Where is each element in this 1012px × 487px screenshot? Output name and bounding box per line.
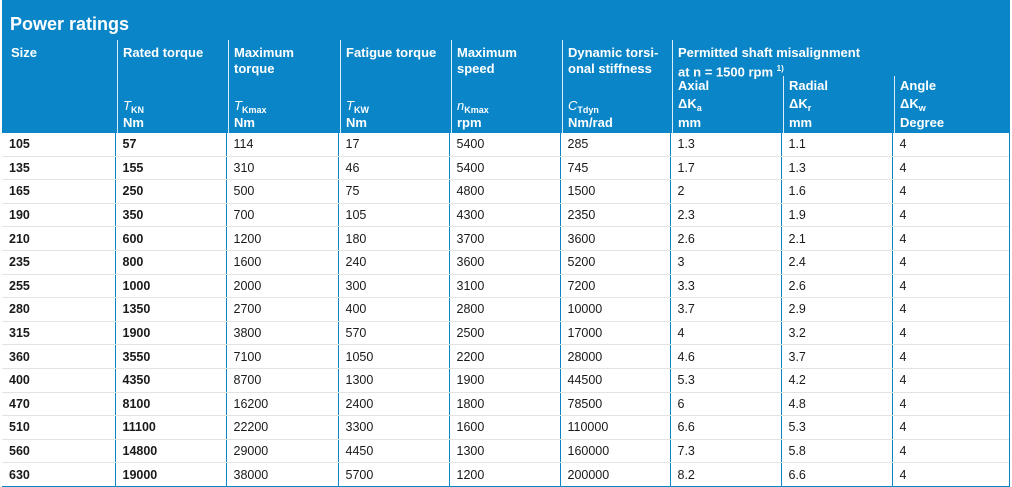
cell-max-speed: 3100	[449, 274, 560, 298]
cell-axial: 2.3	[670, 203, 781, 227]
symbol-maxtorque: $T_{Kmax}$	[234, 98, 267, 115]
header-max-torque: Maximum torque	[234, 45, 294, 76]
cell-rated-torque: 19000	[115, 463, 226, 486]
cell-size: 165	[2, 180, 115, 204]
cell-rated-torque: 800	[115, 250, 226, 274]
cell-size: 105	[2, 133, 115, 156]
table-row	[2, 227, 1009, 251]
cell-dynamic-stiffness: 10000	[560, 298, 670, 322]
cell-angle: 4	[892, 463, 1009, 486]
unit-rated: Nm	[123, 115, 144, 130]
cell-axial: 6.6	[670, 416, 781, 440]
cell-angle: 4	[892, 368, 1009, 392]
cell-dynamic-stiffness: 17000	[560, 321, 670, 345]
cell-fatigue-torque: 570	[338, 321, 449, 345]
cell-max-speed: 1900	[449, 368, 560, 392]
symbol-fatigue: $T_{KW}$	[346, 98, 369, 115]
cell-dynamic-stiffness: 1500	[560, 180, 670, 204]
header-fatigue-torque: Fatigue torque	[346, 45, 437, 60]
header-angle: Angle	[900, 78, 937, 93]
cell-axial: 1.7	[670, 156, 781, 180]
cell-max-speed: 1800	[449, 392, 560, 416]
cell-rated-torque: 14800	[115, 439, 226, 463]
table-row	[2, 345, 1009, 369]
header-divider	[340, 40, 341, 133]
cell-radial: 2.6	[781, 274, 892, 298]
cell-size: 210	[2, 227, 115, 251]
cell-fatigue-torque: 46	[338, 156, 449, 180]
table-row	[2, 203, 1009, 227]
header-divider	[562, 40, 563, 133]
unit-axial: mm	[678, 115, 702, 130]
header-divider	[451, 40, 452, 133]
cell-dynamic-stiffness: 3600	[560, 227, 670, 251]
cell-angle: 4	[892, 133, 1009, 156]
cell-max-speed: 5400	[449, 156, 560, 180]
cell-radial: 5.3	[781, 416, 892, 440]
cell-size: 360	[2, 345, 115, 369]
cell-angle: 4	[892, 439, 1009, 463]
cell-dynamic-stiffness: 78500	[560, 392, 670, 416]
cell-radial: 1.1	[781, 133, 892, 156]
cell-size: 630	[9, 467, 30, 482]
unit-radial: mm	[789, 115, 813, 130]
cell-rated-torque: 57	[115, 133, 226, 156]
cell-radial: 6.6	[781, 463, 892, 486]
header-radial: Radial	[789, 78, 829, 93]
cell-max-torque: 3800	[226, 321, 338, 345]
cell-dynamic-stiffness: 28000	[560, 345, 670, 369]
cell-fatigue-torque: 300	[338, 274, 449, 298]
cell-max-torque: 29000	[226, 439, 338, 463]
table-row	[2, 392, 1009, 416]
cell-radial: 1.3	[781, 156, 892, 180]
cell-fatigue-torque: 17	[338, 133, 449, 156]
table-row	[2, 180, 1009, 204]
cell-fatigue-torque: 1300	[338, 368, 449, 392]
cell-angle: 4	[892, 416, 1009, 440]
cell-max-speed: 2200	[449, 345, 560, 369]
table-row	[2, 274, 1009, 298]
cell-radial: 3.2	[781, 321, 892, 345]
cell-rated-torque: 250	[115, 180, 226, 204]
cell-size: 190	[2, 203, 115, 227]
table-row	[2, 416, 1009, 440]
cell-fatigue-torque: 400	[338, 298, 449, 322]
cell-max-speed: 2800	[449, 298, 560, 322]
cell-dynamic-stiffness: 7200	[560, 274, 670, 298]
cell-max-torque: 2000	[226, 274, 338, 298]
cell-size: 470	[2, 392, 115, 416]
cell-angle: 4	[892, 250, 1009, 274]
cell-max-torque: 16200	[226, 392, 338, 416]
cell-fatigue-torque: 5700	[338, 463, 449, 486]
ratings-table-body	[2, 133, 1009, 486]
cell-rated-torque: 155	[115, 156, 226, 180]
table-row	[2, 298, 1009, 322]
symbol-maxspeed: $n_{Kmax}$	[457, 98, 489, 115]
cell-rated-torque: 4350	[115, 368, 226, 392]
cell-rated-torque: 1000	[115, 274, 226, 298]
cell-max-torque: 114	[226, 133, 338, 156]
cell-radial: 3.7	[781, 345, 892, 369]
power-ratings-table	[2, 0, 1010, 487]
table-row	[2, 321, 1009, 345]
unit-fatigue: Nm	[346, 115, 367, 130]
cell-radial: 2.4	[781, 250, 892, 274]
cell-rated-torque: 1900	[115, 321, 226, 345]
symbol-axial: $\Delta K_a$	[678, 96, 702, 113]
cell-radial: 2.1	[781, 227, 892, 251]
cell-size: 280	[2, 298, 115, 322]
table-row	[2, 439, 1009, 463]
unit-maxspeed: rpm	[457, 115, 482, 130]
cell-angle: 4	[892, 321, 1009, 345]
cell-fatigue-torque: 180	[338, 227, 449, 251]
cell-radial: 1.9	[781, 203, 892, 227]
cell-angle: 4	[892, 298, 1009, 322]
cell-max-speed: 1300	[449, 439, 560, 463]
cell-angle: 4	[892, 180, 1009, 204]
cell-max-torque: 1200	[226, 227, 338, 251]
cell-dynamic-stiffness: 200000	[560, 463, 670, 486]
cell-size: 135	[2, 156, 115, 180]
cell-max-torque: 22200	[226, 416, 338, 440]
header-divider	[672, 40, 673, 133]
cell-max-speed: 4300	[449, 203, 560, 227]
cell-dynamic-stiffness: 5200	[560, 250, 670, 274]
cell-axial: 3.7	[670, 298, 781, 322]
cell-max-torque: 38000	[226, 463, 338, 486]
cell-axial: 2.6	[670, 227, 781, 251]
cell-dynamic-stiffness: 160000	[560, 439, 670, 463]
table-header	[2, 0, 1009, 133]
unit-angle: Degree	[900, 115, 945, 130]
header-misalignment: Permitted shaft misalignment	[678, 45, 861, 60]
cell-axial: 6	[670, 392, 781, 416]
cell-angle: 4	[892, 392, 1009, 416]
cell-max-torque: 500	[226, 180, 338, 204]
cell-rated-torque: 3550	[115, 345, 226, 369]
cell-axial: 3.3	[670, 274, 781, 298]
cell-size: 235	[2, 250, 115, 274]
cell-rated-torque: 600	[115, 227, 226, 251]
cell-axial: 4	[670, 321, 781, 345]
table-row	[2, 156, 1009, 180]
symbol-angle: $\Delta K_w$	[900, 96, 926, 113]
header-axial: Axial	[678, 78, 710, 93]
cell-radial: 2.9	[781, 298, 892, 322]
cell-axial: 2	[670, 180, 781, 204]
cell-rated-torque: 8100	[115, 392, 226, 416]
cell-max-torque: 700	[226, 203, 338, 227]
header-divider	[228, 40, 229, 133]
cell-angle: 4	[892, 227, 1009, 251]
symbol-dynamic: $C_{Tdyn}$	[568, 98, 599, 115]
cell-angle: 4	[892, 156, 1009, 180]
cell-radial: 5.8	[781, 439, 892, 463]
cell-dynamic-stiffness: 44500	[560, 368, 670, 392]
cell-axial: 3	[670, 250, 781, 274]
cell-max-torque: 310	[226, 156, 338, 180]
cell-radial: 4.2	[781, 368, 892, 392]
cell-angle: 4	[892, 203, 1009, 227]
cell-max-torque: 7100	[226, 345, 338, 369]
header-max-speed: Maximum speed	[457, 45, 517, 76]
cell-size: 560	[2, 439, 115, 463]
cell-radial: 4.8	[781, 392, 892, 416]
cell-axial: 5.3	[670, 368, 781, 392]
cell-fatigue-torque: 2400	[338, 392, 449, 416]
cell-dynamic-stiffness: 745	[560, 156, 670, 180]
header-divider	[783, 76, 784, 133]
misalignment-speed: at n = 1500 rpm	[678, 64, 774, 80]
cell-size: 255	[2, 274, 115, 298]
cell-rated-torque: 350	[115, 203, 226, 227]
cell-rated-torque: 11100	[115, 416, 226, 440]
footnote-mark: 1)	[776, 64, 784, 73]
cell-size: 400	[2, 368, 115, 392]
cell-dynamic-stiffness: 2350	[560, 203, 670, 227]
header-dynamic-stiffness: Dynamic torsi- onal stiffness	[568, 45, 659, 76]
cell-size: 315	[2, 321, 115, 345]
cell-fatigue-torque: 4450	[338, 439, 449, 463]
header-rated-torque: Rated torque	[123, 45, 204, 60]
cell-max-speed: 4800	[449, 180, 560, 204]
cell-fatigue-torque: 75	[338, 180, 449, 204]
table-row	[2, 368, 1009, 392]
cell-axial: 7.3	[670, 439, 781, 463]
cell-max-torque: 8700	[226, 368, 338, 392]
symbol-radial: $\Delta K_r$	[789, 96, 812, 113]
table-row	[2, 463, 1009, 486]
cell-max-speed: 3700	[449, 227, 560, 251]
cell-max-speed: 1600	[449, 416, 560, 440]
cell-dynamic-stiffness: 110000	[560, 416, 670, 440]
symbol-rated: $T_{KN}$	[123, 98, 144, 115]
unit-dynamic: Nm/rad	[568, 115, 613, 130]
table-title: Power ratings	[10, 14, 130, 34]
cell-fatigue-torque: 105	[338, 203, 449, 227]
cell-max-torque: 1600	[226, 250, 338, 274]
unit-maxtorque: Nm	[234, 115, 255, 130]
cell-rated-torque: 1350	[115, 298, 226, 322]
cell-axial: 8.2	[670, 463, 781, 486]
cell-dynamic-stiffness: 285	[560, 133, 670, 156]
table-row	[2, 133, 1009, 156]
cell-max-torque: 2700	[226, 298, 338, 322]
cell-axial: 1.3	[670, 133, 781, 156]
cell-fatigue-torque: 1050	[338, 345, 449, 369]
cell-angle: 4	[892, 274, 1009, 298]
cell-fatigue-torque: 3300	[338, 416, 449, 440]
cell-axial: 4.6	[670, 345, 781, 369]
header-divider	[117, 40, 118, 133]
cell-radial: 1.6	[781, 180, 892, 204]
cell-max-speed: 2500	[449, 321, 560, 345]
cell-max-speed: 1200	[449, 463, 560, 486]
header-size: Size	[11, 45, 38, 60]
header-divider	[894, 76, 895, 133]
table-row	[2, 250, 1009, 274]
cell-fatigue-torque: 240	[338, 250, 449, 274]
cell-max-speed: 5400	[449, 133, 560, 156]
cell-max-speed: 3600	[449, 250, 560, 274]
cell-size: 510	[2, 416, 115, 440]
cell-angle: 4	[892, 345, 1009, 369]
